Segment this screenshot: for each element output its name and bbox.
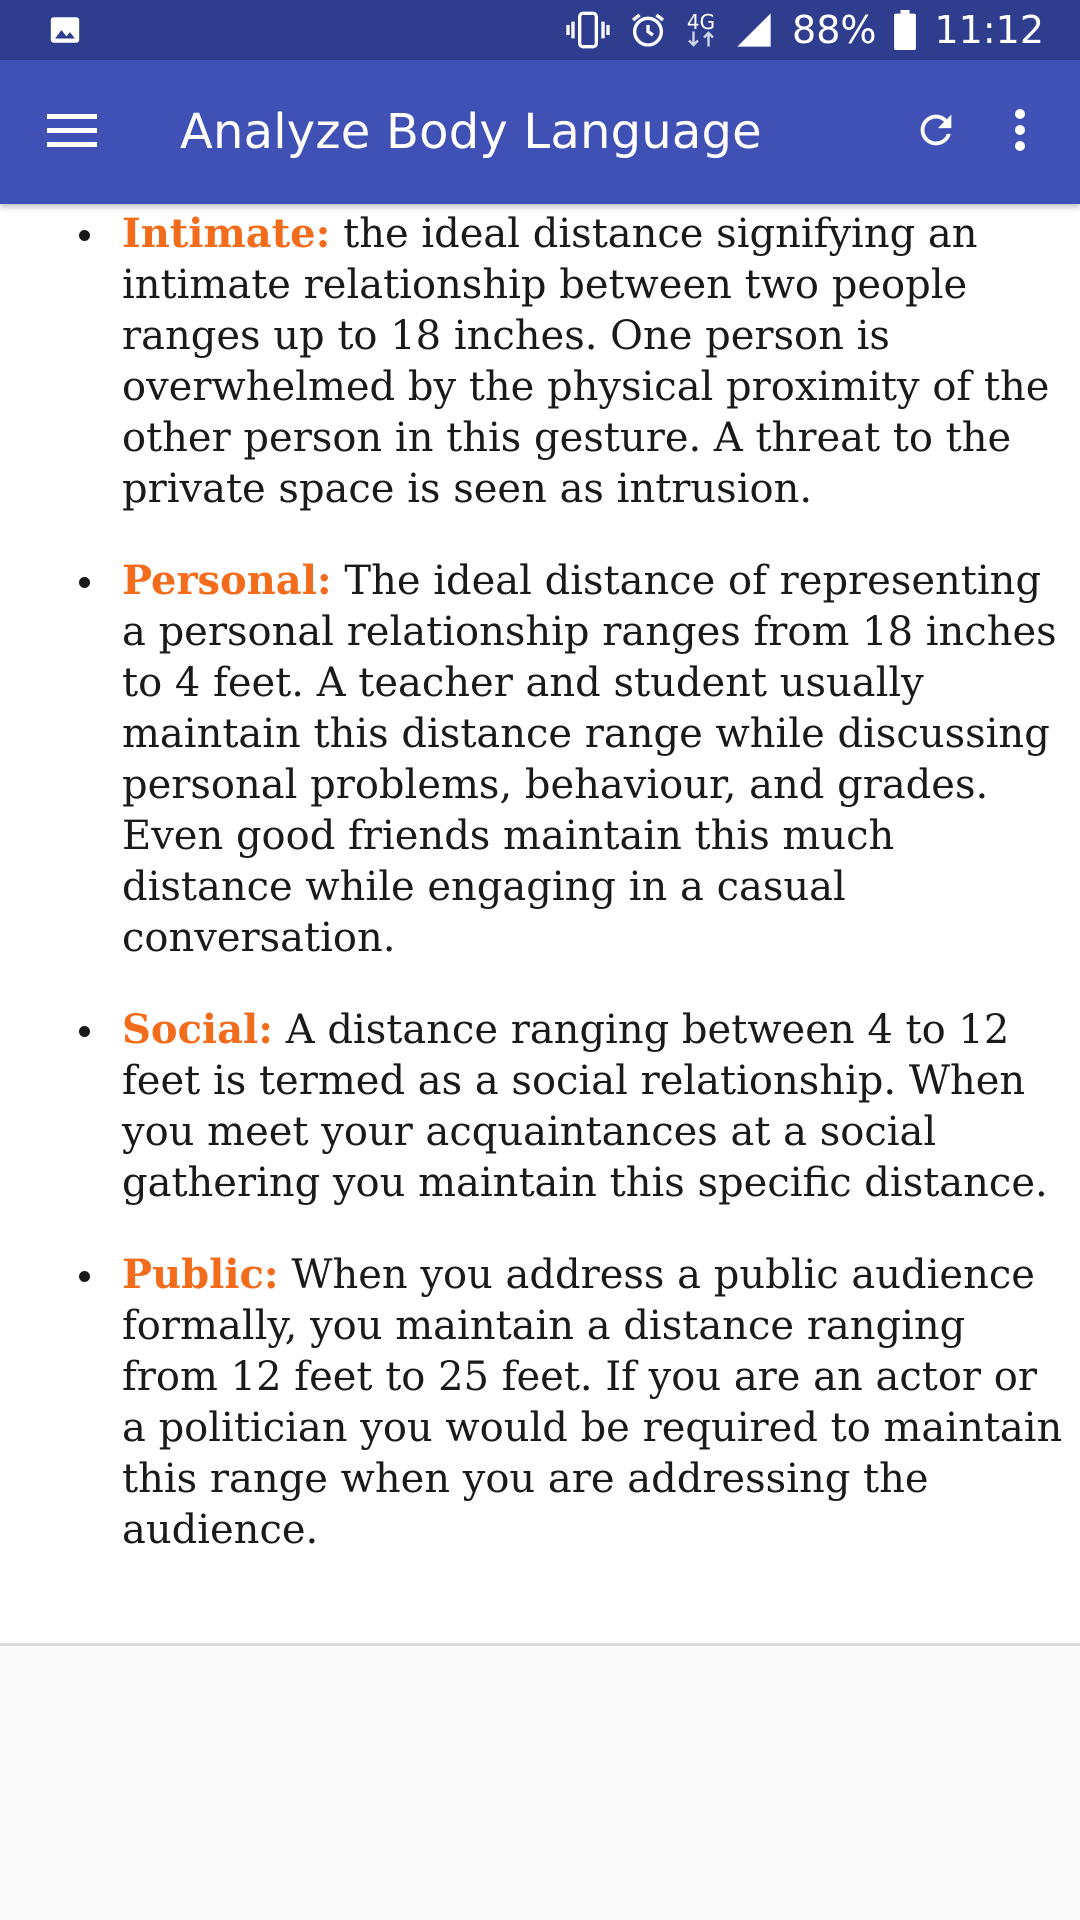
list-item bbox=[122, 555, 1066, 964]
item-term: Intimate: bbox=[122, 210, 331, 257]
status-bar bbox=[0, 0, 1080, 60]
vibrate-icon bbox=[566, 10, 610, 50]
list-item bbox=[122, 1249, 1066, 1556]
clock-time: 11:12 bbox=[934, 8, 1044, 52]
refresh-button[interactable] bbox=[894, 84, 978, 180]
item-text: A distance ranging between 4 to 12 feet is termed as a social relationship. When you meet your acquaintances at a social gathering you maintain this specific distance. bbox=[122, 1007, 1048, 1206]
list-item bbox=[122, 1004, 1066, 1209]
more-options-button[interactable] bbox=[978, 84, 1062, 180]
refresh-icon bbox=[913, 107, 959, 157]
distance-list bbox=[0, 208, 1080, 1556]
item-text: the ideal distance signifying an intimate relationship between two people ranges up to 18 inches. One person is overwhelmed by the physical proximity of the other person in this gesture. A threat to the private space is seen as intrusion. bbox=[122, 211, 1050, 512]
battery-icon bbox=[894, 10, 916, 50]
app-bar bbox=[0, 60, 1080, 204]
hamburger-menu-icon bbox=[47, 112, 97, 152]
signal-icon bbox=[734, 10, 774, 50]
menu-button[interactable] bbox=[36, 96, 108, 168]
item-text: When you address a public audience formally, you maintain a distance ranging from 12 feet to 25 feet. If you are an actor or a politician you would be required to maintain this range when you are addressing the audience. bbox=[122, 1252, 1063, 1553]
item-term: Public: bbox=[122, 1251, 279, 1298]
app-title: Analyze Body Language bbox=[180, 104, 762, 160]
network-label: 4G bbox=[686, 10, 716, 34]
image-icon bbox=[48, 13, 82, 47]
alarm-icon bbox=[628, 10, 668, 50]
network-4g-icon bbox=[686, 10, 716, 47]
item-text: The ideal distance of representing a personal relationship ranges from 18 inches to 4 feet. A teacher and student usually maintain this distance range while discussing personal problems, behaviour, and grades. Even good friends maintain this much distance while engaging in a casual conversation. bbox=[122, 558, 1057, 961]
empty-bottom-area bbox=[0, 1646, 1080, 1920]
item-term: Personal: bbox=[122, 557, 332, 604]
list-item bbox=[122, 208, 1066, 515]
item-term: Social: bbox=[122, 1006, 273, 1053]
article-content bbox=[0, 204, 1080, 1646]
battery-percent: 88% bbox=[792, 8, 877, 52]
more-vert-icon bbox=[1013, 108, 1027, 156]
